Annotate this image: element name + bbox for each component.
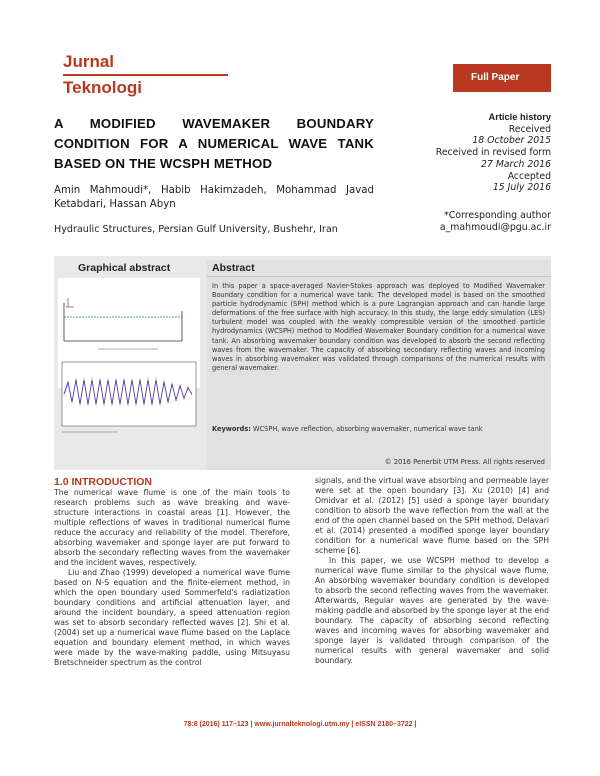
page-footer: 78:8 (2016) 117–123 | www.jurnalteknologi.utm.my | eISSN 2180–3722 |	[183, 721, 417, 728]
full-paper-badge: Full Paper	[453, 64, 551, 92]
author-list: Amin Mahmoudi*, Habib Hakimzadeh, Mohammad Javad Ketabdari, Hassan Abyn	[54, 185, 374, 210]
corresponding-label: *Corresponding author	[444, 210, 551, 221]
copyright-notice: © 2016 Penerbit UTM Press. All rights reserved	[384, 458, 545, 466]
paper-title: A MODIFIED WAVEMAKER BOUNDARY CONDITION FOR A NUMERICAL WAVE TANK BASED ON THE WCSPH METHOD	[54, 116, 374, 171]
accepted-label: Accepted	[507, 170, 551, 182]
abstract-title: Abstract	[212, 262, 255, 274]
graphical-abstract-wave-plot	[58, 358, 200, 466]
keywords-list: WCSPH, wave reflection, absorbing wavemaker, numerical wave tank	[253, 425, 483, 433]
affiliation: Hydraulic Structures, Persian Gulf University, Bushehr, Iran	[54, 224, 338, 235]
journal-name-line2: Teknologi	[63, 78, 143, 97]
keywords	[212, 425, 545, 434]
body-column-left	[54, 488, 290, 668]
journal-name-line1: Jurnal	[63, 52, 228, 76]
paragraph: signals, and the virtual wave absorbing and permeable layer were set at the open boundary [3]. Xu (2010) [4] and Omidvar et al. (2012) [5] used a sponge layer boundary condition to absorb the wave reflection from the wall at the end of the open channel based on the SPH method. Delavari et al. (2014) presented a modified sponge layer boundary condition for a numerical wave flume based on the SPH scheme [6].	[315, 476, 549, 555]
revised-label: Received in revised form	[435, 147, 551, 159]
abstract-text: In this paper a space-averaged Navier-Stokes approach was deployed to Modified Wavemaker Boundary condition for a numerical wave tank. The developed model is based on the smoothed particle hydrodynamic (SPH) method which is a pure Lagrangian approach and can handle large deformations of the free surface with high accuracy. In this study, the large eddy simulation (LES) turbulent model was coupled with the weakly compressible version of the smoothed particle hydrodynamics (WCSPH) method to Modified Wavemaker Boundary condition for a numerical wave tank. An absorbing wavemaker boundary condition was developed to absorb the second reflecting waves from the wavemaker. The capacity of absorbing secondary reflecting waves and incoming waves in absorbing wavemaker was validated through comparisons of the numerical results with general wavemaker.	[212, 282, 545, 372]
corresponding-email[interactable]: a_mahmoudi@pgu.ac.ir	[439, 222, 551, 233]
accepted-date: 15 July 2016	[492, 182, 551, 194]
received-label: Received	[508, 123, 551, 135]
abstract-divider	[206, 276, 551, 277]
paragraph: In this paper, we use WCSPH method to develop a numerical wave flume similar to the physical wave flume. An absorbing wavemaker boundary condition is developed to absorb the second reflecting waves from the wavemaker. Afterwards, Regular waves are generated by the wave-making paddle and absorbed by the sponge layer at the end boundary. The capacity of absorbing second reflecting waves and incoming waves for absorbing wavemaker and sponge layer is validated through comparison of the numerical results with general wavemaker and solid boundary.	[315, 556, 549, 665]
keywords-label: Keywords:	[212, 425, 251, 433]
paragraph: The numerical wave flume is one of the main tools to research problems such as wave breaking and wave-structure interactions in coastal areas [1]. However, the multiple reflections of waves in traditional numerical flume reduce the accuracy and reliability of the model. Therefore, absorbing wavemaker and sponge layer are put forward to absorb the secondary reflecting waves from the wavemaker and the incident waves, respectively.	[54, 488, 290, 567]
corresponding-author	[381, 210, 551, 234]
received-date: 18 October 2015	[472, 135, 551, 147]
history-heading: Article history	[488, 112, 551, 122]
body-column-right	[315, 476, 549, 666]
section-heading-introduction: 1.0 INTRODUCTION	[54, 476, 153, 488]
article-history	[411, 112, 551, 194]
revised-date: 27 March 2016	[481, 158, 551, 170]
graphical-abstract-title: Graphical abstract	[78, 262, 171, 274]
paragraph: Liu and Zhao (1999) developed a numerical wave flume based on N-S equation and the finite-element method, in which the open boundary used Sommerfeld's radiatization boundary conditions and artificial attenuation layer, and around the incident boundary, a speed attenuation region was set to absorb secondary reflected waves [2]. Shi et al. (2004) set up a numerical wave flume based on the Laplace equation and boundary element method, in which waves were made by the wave-making paddle, using Mitsuyasu Bretschneider spectrum as the control	[54, 568, 290, 667]
journal-logo	[63, 52, 228, 98]
